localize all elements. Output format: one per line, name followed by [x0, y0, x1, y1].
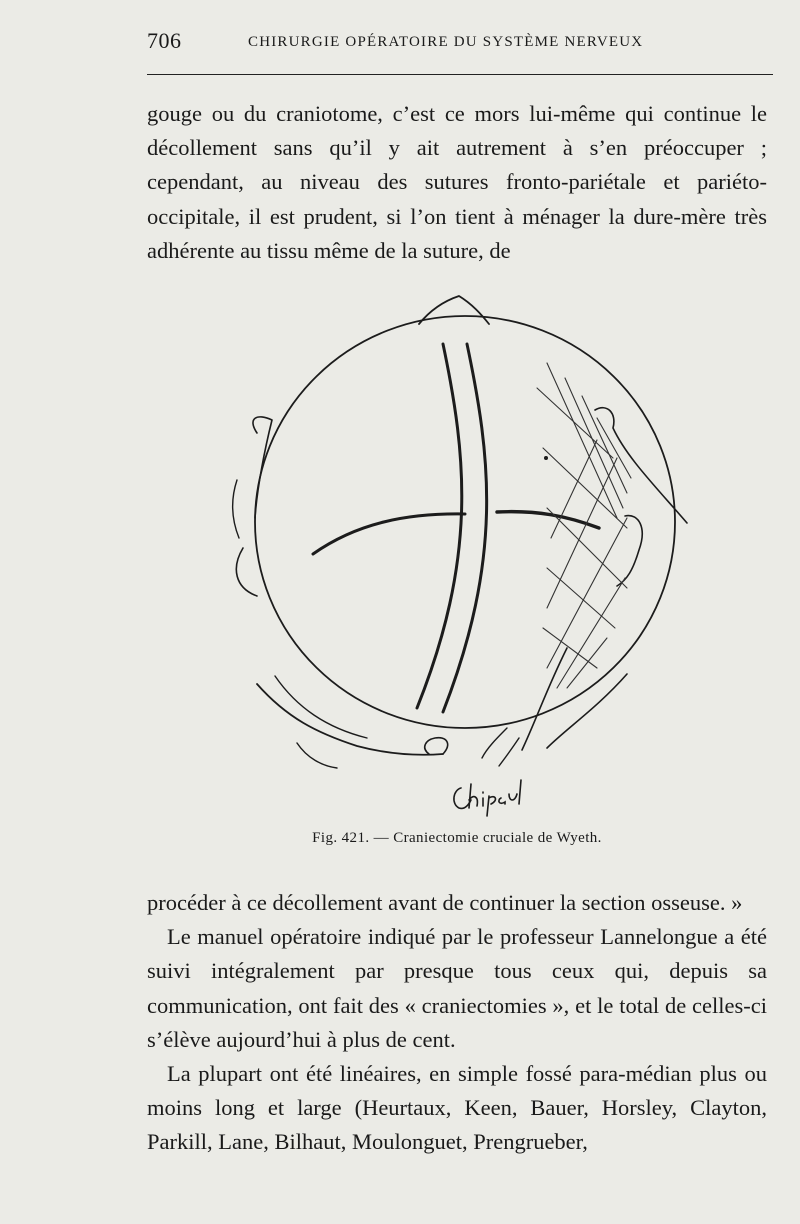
paragraph: Le manuel opératoire indiqué par le professeur Lannelongue a été suivi intégralement par presque tous ceux qui, depuis sa communication, ont fait des « craniectomies », et le total de celles-ci s’élève aujourd’hui à plus de cent. [147, 924, 767, 1052]
figure-caption: Fig. 421. — Craniectomie cruciale de Wyeth. [312, 830, 602, 846]
page-number: 706 [147, 28, 182, 53]
skull-top-view-icon [147, 288, 767, 828]
paragraph: procéder à ce décollement avant de continuer la section osseuse. » [147, 890, 743, 915]
running-title: CHIRURGIE OPÉRATOIRE DU SYSTÈME NERVEUX [248, 34, 644, 50]
text-block-bottom [147, 886, 767, 1160]
header-rule [147, 74, 773, 75]
paragraph: La plupart ont été linéaires, en simple fossé para-médian plus ou moins long et large (Heurtaux, Keen, Bauer, Horsley, Clayton, Parkill, Lane, Bilhaut, Moulonguet, Prengrueber, [147, 1061, 767, 1155]
artist-signature [447, 770, 537, 825]
page-header [147, 28, 773, 58]
paragraph: gouge ou du craniotome, c’est ce mors lui-même qui continue le décollement sans qu’il y ait autrement à s’en préoccuper ; cependant, au niveau des sutures fronto-pariétale et pariéto-occipitale, il est prudent, si l’on tient à ménager la dure-mère très adhérente au tissu même de la suture, de [147, 101, 767, 263]
signature-icon [447, 770, 537, 820]
text-block-top [147, 97, 767, 268]
figure-illustration [147, 288, 767, 828]
